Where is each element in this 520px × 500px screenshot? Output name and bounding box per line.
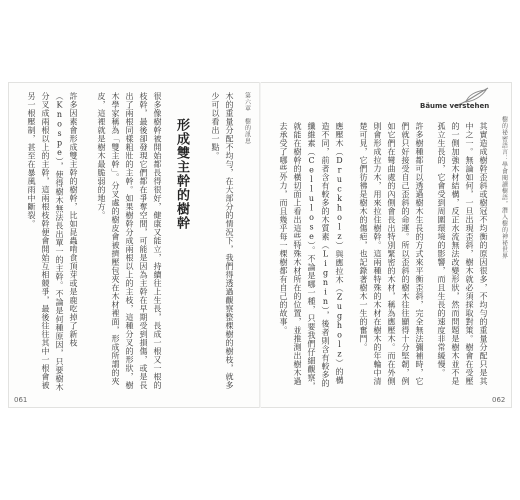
left-page-number: 061: [14, 396, 28, 404]
left-column-main: 很多像樹幹被開始都長得很好，健康又能立，持續往上生長，長成一根又一根的枝幹，最後卻發現它們都在爭奪空間，可能是因為主幹在早期受到損傷，或是長出了兩根同樣粗壯的主幹。如果樹幹分成兩根以上的主枝，這種分叉的形狀，樹木學家稱為「雙主幹」。分叉處的樹皮會被擠壓包夾在木材裡面，形成所謂的夾皮，這裡就是樹木最脆弱的地方。: [97, 92, 162, 390]
right-column-two: 許多樹種都可以透過樹木生長的方式來平衡歪斜，完全無法彌補時，它們就只好接受自己歪斜的命運。所以歪斜的樹木往往顯得十分堅韌，例如它們在彎曲處的內側會長出特別緊密的木材，稱為應壓木。而在外側則會形成拉力木，用來拉住樹幹。這兩種特殊的木材在樹木的年輪中清楚可見，它們彷彿是樹木的傷疤，也記錄著樹木一生的奮鬥。: [359, 122, 424, 386]
right-column-three: 應壓木（Druckholz）與應拉木（Zugholz）的構造不同，前者含有較多的木質素（Lignin），後者則含有較多的纖維素（Cellulose）。不論是哪一種，只要我們仔細觀察，就能在樹幹的橫切面上看出這些特殊木材所在的位置，並推測出樹木過去承受了哪些外力，而且幾乎每一棵樹都有自己的故事。: [279, 122, 344, 391]
right-subtitle: 樹的祕密語言：學會閱讀樹語，潛入樹的神祕世界: [500, 116, 508, 259]
right-section-title: Bäume verstehen: [420, 102, 490, 110]
left-section-heading: 形成雙主幹的樹幹: [174, 118, 189, 230]
right-page-number: 062: [492, 396, 506, 404]
right-column-one: 其實造成樹幹歪斜或樹冠不均衡的原因很多，不均勻的重量分配只是其中之一。無論如何，一旦出現歪斜，樹木就必須採取對策。樹會在受壓的一側加強木材結構，反正水流無法改變形狀，然而問題是樹木並不是孤立生長的，它會受到周圍環境的影響，而且生長的速度非常緩慢。: [437, 122, 488, 386]
book-gutter: [259, 82, 261, 408]
left-column-end: 木的重量分配不均勻，在大部分的情況下，我們得透過觀察整棵樹的樹枝，就多少可以看出一點。: [211, 92, 234, 390]
left-column-tail: 許多因素會形成雙主幹的樹幹，比如昆蟲啃食頂芽或是鹿吃掉了新枝（Knospe），使得樹木無法長出單一的主幹。不論是何種原因，只要樹木分叉成兩根以上的主幹，這兩根枝幹便會開始互相競爭，最後往往其中一根會被另一根壓制，甚至在暴風雨中斷裂。: [27, 92, 78, 392]
left-running-head: 第六章 樹的訊息: [243, 92, 251, 144]
